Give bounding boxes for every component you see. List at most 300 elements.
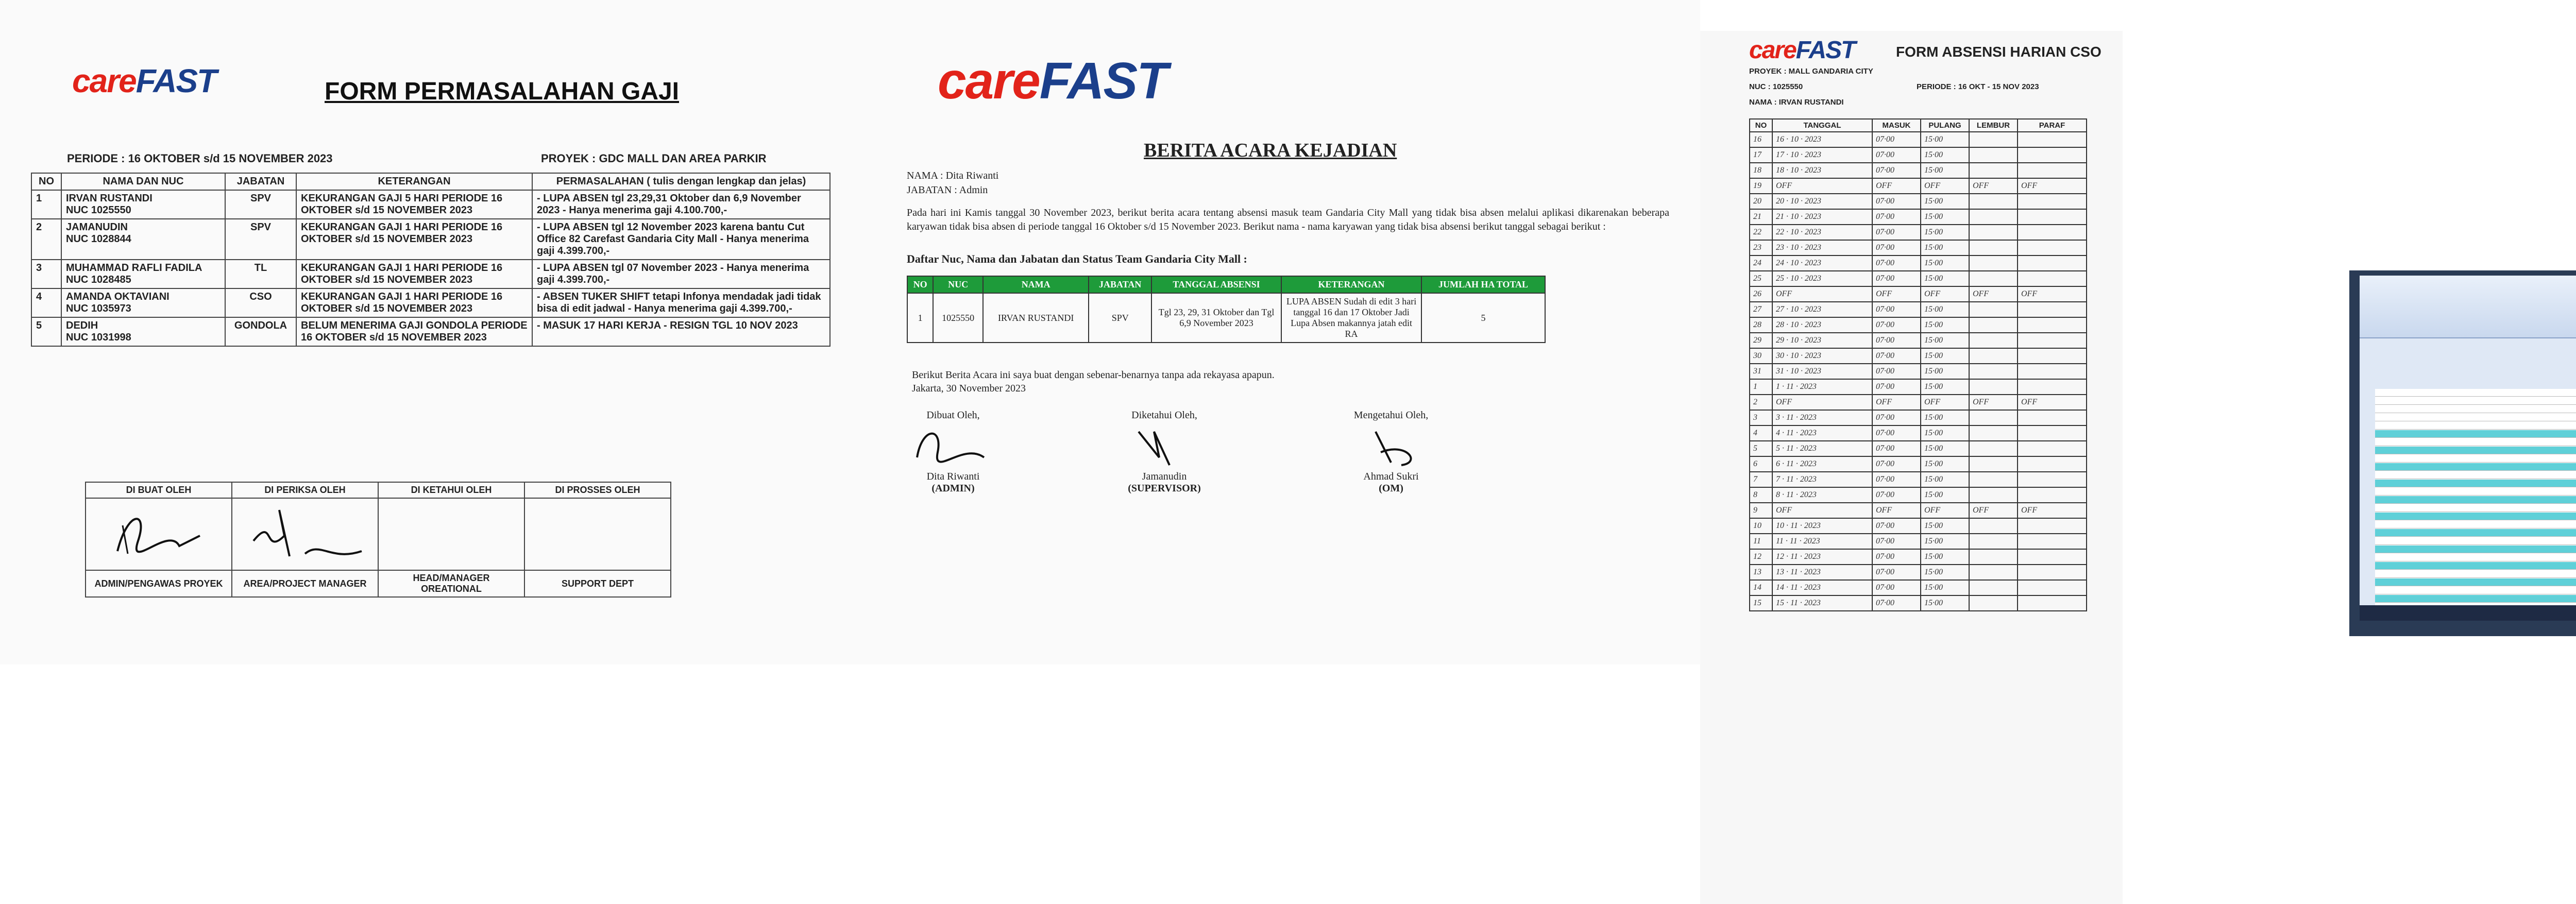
table-cell: 17 (1750, 147, 1772, 163)
cell-nama (61, 317, 225, 346)
table-header: JABATAN (1089, 276, 1151, 293)
table-cell: 07·00 (1872, 348, 1921, 364)
sheet-row (2375, 488, 2576, 496)
table-cell: 17 · 10 · 2023 (1772, 147, 1872, 163)
cell-jabatan: TL (225, 260, 296, 288)
table-cell: 4 (1750, 425, 1772, 441)
table-cell: 6 (1750, 456, 1772, 472)
table-row (1750, 333, 2087, 348)
attendance-table (1749, 118, 2087, 611)
table-cell: 27 (1750, 302, 1772, 317)
signature-cell (232, 498, 378, 570)
table-cell: 15·00 (1921, 225, 1969, 240)
doc2-paragraph: Pada hari ini Kamis tanggal 30 November 2023, berikut berita acara tentang absensi masuk team Gandaria City Mall yang tidak bisa absen melalui aplikasi dikarenakan beberapa karyawan tidak bisa absen di periode tanggal 16 Oktober s/d 15 November 2023. Berikut nama - nama karyawan yang tidak bisa absensi berikut tanggal sebagai berikut : (907, 207, 1669, 232)
cell-keterangan: KEKURANGAN GAJI 1 HARI PERIODE 16 OKTOBER s/d 15 NOVEMBER 2023 (296, 219, 532, 260)
table-row (1750, 472, 2087, 487)
handwritten-signature (243, 505, 367, 561)
table-cell: 07·00 (1872, 518, 1921, 534)
excel-sheet (2375, 389, 2576, 605)
table-row (1750, 178, 2087, 194)
table-cell: 07·00 (1872, 580, 1921, 595)
table-cell (1969, 225, 2018, 240)
table-row (1750, 595, 2087, 611)
table-cell (1969, 209, 2018, 225)
doc3-nuc: NUC : 1025550 (1749, 82, 1803, 91)
table-header: NO (907, 276, 933, 293)
table-cell: 7 (1750, 472, 1772, 487)
table-cell (2018, 472, 2087, 487)
table-header: JUMLAH HA TOTAL (1421, 276, 1545, 293)
cell-no: 5 (31, 317, 61, 346)
table-cell: OFF (1772, 395, 1872, 410)
table-cell: 15·00 (1921, 425, 1969, 441)
table-cell: 22 · 10 · 2023 (1772, 225, 1872, 240)
table-cell: 24 · 10 · 2023 (1772, 255, 1872, 271)
table-cell: 20 (1750, 194, 1772, 209)
table-cell: 15·00 (1921, 487, 1969, 503)
handwritten-signature (1118, 421, 1211, 468)
table-row (1750, 302, 2087, 317)
cell-jabatan: CSO (225, 288, 296, 317)
sign-role: SUPPORT DEPT (524, 570, 671, 597)
doc3-nama: NAMA : IRVAN RUSTANDI (1749, 98, 1844, 107)
table-header: PERMASALAHAN ( tulis dengan lengkap dan jelas) (532, 173, 830, 190)
incident-table (907, 276, 1546, 343)
table-cell (2018, 595, 2087, 611)
table-header: NUC (933, 276, 983, 293)
table-cell (1969, 147, 2018, 163)
sheet-row (2375, 463, 2576, 471)
employee-name: JAMANUDIN (66, 221, 128, 233)
table-cell: 15·00 (1921, 595, 1969, 611)
signer-om (1345, 410, 1437, 494)
table-row (1750, 565, 2087, 580)
table-row (1750, 456, 2087, 472)
table-cell: 13 · 11 · 2023 (1772, 565, 1872, 580)
table-cell (1969, 456, 2018, 472)
table-cell (2018, 240, 2087, 255)
table-row (1750, 348, 2087, 364)
table-cell: 22 (1750, 225, 1772, 240)
table-cell (2018, 425, 2087, 441)
table-row (31, 190, 830, 219)
table-row (1750, 317, 2087, 333)
table-cell: OFF (1921, 503, 1969, 518)
table-cell (2018, 194, 2087, 209)
table-cell: 10 · 11 · 2023 (1772, 518, 1872, 534)
table-cell: 15 (1750, 595, 1772, 611)
table-cell: 5 (1421, 293, 1545, 343)
sheet-row (2375, 529, 2576, 537)
employee-name: MUHAMMAD RAFLI FADILA (66, 262, 202, 274)
table-cell: 8 (1750, 487, 1772, 503)
table-cell (1969, 472, 2018, 487)
cell-no: 3 (31, 260, 61, 288)
table-cell (2018, 441, 2087, 456)
sheet-row (2375, 578, 2576, 586)
table-cell: OFF (2018, 503, 2087, 518)
table-cell: 15·00 (1921, 518, 1969, 534)
table-header: NAMA DAN NUC (61, 173, 225, 190)
table-row (1750, 255, 2087, 271)
sheet-row (2375, 422, 2576, 430)
table-cell: 12 (1750, 549, 1772, 565)
table-cell: 18 · 10 · 2023 (1772, 163, 1872, 178)
table-row (1750, 580, 2087, 595)
sign-role: AREA/PROJECT MANAGER (232, 570, 378, 597)
table-cell: 15·00 (1921, 194, 1969, 209)
table-cell (1969, 425, 2018, 441)
table-row (1750, 503, 2087, 518)
sign-header: DI BUAT OLEH (86, 482, 232, 498)
table-cell (2018, 518, 2087, 534)
cell-keterangan: KEKURANGAN GAJI 5 HARI PERIODE 16 OKTOBER s/d 15 NOVEMBER 2023 (296, 190, 532, 219)
sign-role: HEAD/MANAGER OREATIONAL (378, 570, 524, 597)
excel-window (2360, 276, 2576, 621)
table-cell: 15·00 (1921, 441, 1969, 456)
table-cell: 15·00 (1921, 147, 1969, 163)
table-cell: 28 · 10 · 2023 (1772, 317, 1872, 333)
table-row (1750, 132, 2087, 147)
employee-name: IRVAN RUSTANDI (66, 193, 152, 204)
table-cell: 07·00 (1872, 472, 1921, 487)
table-cell: 3 (1750, 410, 1772, 425)
signature-cell (86, 498, 232, 570)
table-cell: 30 · 10 · 2023 (1772, 348, 1872, 364)
sheet-row (2375, 397, 2576, 405)
table-cell: 3 · 11 · 2023 (1772, 410, 1872, 425)
carefast-logo: careFAST (72, 62, 216, 99)
sheet-row (2375, 471, 2576, 479)
table-cell: 15·00 (1921, 163, 1969, 178)
table-row (1750, 194, 2087, 209)
sheet-row (2375, 595, 2576, 603)
table-cell: 30 (1750, 348, 1772, 364)
table-cell: 07·00 (1872, 595, 1921, 611)
table-cell: 15·00 (1921, 348, 1969, 364)
sign-role: ADMIN/PENGAWAS PROYEK (86, 570, 232, 597)
table-row (1750, 395, 2087, 410)
employee-name: DEDIH (66, 320, 98, 331)
cell-permasalahan: - ABSEN TUKER SHIFT tetapi Infonya mendadak jadi tidak bisa di edit jadwal - Hanya menerima gaji 4.399.700,- (532, 288, 830, 317)
doc2-jabatan: JABATAN : Admin (907, 184, 988, 196)
table-row (1750, 209, 2087, 225)
table-cell: 07·00 (1872, 209, 1921, 225)
table-cell: 2 (1750, 395, 1772, 410)
signer-role: (ADMIN) (931, 483, 975, 494)
table-cell (1969, 580, 2018, 595)
employee-nuc: NUC 1025550 (66, 204, 131, 216)
table-row (1750, 534, 2087, 549)
sheet-row (2375, 521, 2576, 528)
closing-text: Berikut Berita Acara ini saya buat dengan sebenar-benarnya tanpa ada rekayasa apapun. (912, 369, 1275, 381)
table-row (1750, 271, 2087, 286)
table-cell: 07·00 (1872, 456, 1921, 472)
carefast-logo: careFAST (938, 52, 1167, 110)
doc3-periode: PERIODE : 16 OKT - 15 NOV 2023 (1917, 82, 2039, 91)
table-cell: 27 · 10 · 2023 (1772, 302, 1872, 317)
table-cell (1969, 333, 2018, 348)
table-row (1750, 286, 2087, 302)
table-cell: 18 (1750, 163, 1772, 178)
table-cell (1969, 132, 2018, 147)
table-cell: 07·00 (1872, 534, 1921, 549)
table-header: LEMBUR (1969, 119, 2018, 132)
sheet-row (2375, 405, 2576, 413)
table-cell (1969, 549, 2018, 565)
table-cell: 07·00 (1872, 271, 1921, 286)
table-cell: 15·00 (1921, 209, 1969, 225)
sheet-row (2375, 414, 2576, 421)
table-cell: 29 · 10 · 2023 (1772, 333, 1872, 348)
table-cell: 8 · 11 · 2023 (1772, 487, 1872, 503)
table-cell: 9 (1750, 503, 1772, 518)
table-cell: 07·00 (1872, 225, 1921, 240)
table-cell: OFF (1872, 178, 1921, 194)
cell-permasalahan: - LUPA ABSEN tgl 12 November 2023 karena bantu Cut Office 82 Carefast Gandaria City Mall - Hanya menerima gaji 4.399.700,- (532, 219, 830, 260)
doc1-title: FORM PERMASALAHAN GAJI (325, 78, 680, 105)
sheet-row (2375, 545, 2576, 553)
table-cell (2018, 333, 2087, 348)
table-cell: 4 · 11 · 2023 (1772, 425, 1872, 441)
signer-name: Ahmad Sukri (1363, 471, 1419, 482)
cell-no: 4 (31, 288, 61, 317)
table-cell: 15·00 (1921, 549, 1969, 565)
table-cell (1969, 534, 2018, 549)
sheet-row (2375, 496, 2576, 504)
sign-header: DI PROSSES OLEH (524, 482, 671, 498)
table-row (1750, 441, 2087, 456)
cell-jabatan: SPV (225, 219, 296, 260)
table-cell: 07·00 (1872, 487, 1921, 503)
doc2-nama: NAMA : Dita Riwanti (907, 170, 999, 181)
cell-keterangan: KEKURANGAN GAJI 1 HARI PERIODE 16 OKTOBER s/d 15 NOVEMBER 2023 (296, 260, 532, 288)
table-cell: 21 · 10 · 2023 (1772, 209, 1872, 225)
table-cell: 31 · 10 · 2023 (1772, 364, 1872, 379)
table-cell: 15 · 11 · 2023 (1772, 595, 1872, 611)
sheet-row (2375, 587, 2576, 594)
table-cell: 1 (907, 293, 933, 343)
table-cell: 15·00 (1921, 255, 1969, 271)
sheet-row (2375, 554, 2576, 561)
excel-screen-photo[interactable] (2349, 270, 2576, 636)
table-cell: 16 · 10 · 2023 (1772, 132, 1872, 147)
table-cell: OFF (2018, 286, 2087, 302)
table-row (31, 219, 830, 260)
table-cell (2018, 225, 2087, 240)
table-cell: 5 (1750, 441, 1772, 456)
excel-ribbon (2360, 276, 2576, 338)
signer-admin (907, 410, 999, 494)
table-cell (1969, 410, 2018, 425)
table-cell: 07·00 (1872, 364, 1921, 379)
table-header: PARAF (2018, 119, 2087, 132)
table-cell (1969, 518, 2018, 534)
signer-role: (SUPERVISOR) (1128, 483, 1201, 494)
table-header: TANGGAL ABSENSI (1151, 276, 1281, 293)
cell-nama (61, 260, 225, 288)
sheet-row (2375, 430, 2576, 438)
cell-permasalahan: - MASUK 17 HARI KERJA - RESIGN TGL 10 NOV 2023 (532, 317, 830, 346)
table-cell (2018, 580, 2087, 595)
table-cell (2018, 132, 2087, 147)
handwritten-signature (907, 421, 999, 468)
attendance-form-image[interactable] (1700, 31, 2123, 904)
cell-jabatan: GONDOLA (225, 317, 296, 346)
sheet-row (2375, 513, 2576, 520)
cell-nama (61, 219, 225, 260)
table-cell: OFF (2018, 178, 2087, 194)
signature-cell (524, 498, 671, 570)
table-cell: 15·00 (1921, 472, 1969, 487)
signer-name: Dita Riwanti (926, 471, 980, 482)
table-cell (1969, 441, 2018, 456)
table-cell: 07·00 (1872, 255, 1921, 271)
table-cell (1969, 271, 2018, 286)
table-cell: 13 (1750, 565, 1772, 580)
table-row (31, 288, 830, 317)
table-cell (2018, 317, 2087, 333)
table-cell (2018, 534, 2087, 549)
salary-issue-table (31, 173, 831, 347)
table-cell: 25 · 10 · 2023 (1772, 271, 1872, 286)
sheet-row (2375, 504, 2576, 512)
table-cell: 12 · 11 · 2023 (1772, 549, 1872, 565)
table-cell: 15·00 (1921, 240, 1969, 255)
signature-table (85, 482, 671, 598)
table-cell: IRVAN RUSTANDI (983, 293, 1089, 343)
table-cell: OFF (1921, 395, 1969, 410)
table-row (31, 260, 830, 288)
handwritten-signature (107, 505, 210, 561)
table-cell: 07·00 (1872, 410, 1921, 425)
table-cell (2018, 271, 2087, 286)
table-cell: 20 · 10 · 2023 (1772, 194, 1872, 209)
table-cell: 15·00 (1921, 271, 1969, 286)
table-cell (1969, 163, 2018, 178)
table-cell: OFF (2018, 395, 2087, 410)
table-cell: 1 (1750, 379, 1772, 395)
cell-jabatan: SPV (225, 190, 296, 219)
table-header: KETERANGAN (296, 173, 532, 190)
employee-name: AMANDA OKTAVIANI (66, 291, 170, 302)
sheet-row (2375, 447, 2576, 454)
table-header: NAMA (983, 276, 1089, 293)
table-cell: 25 (1750, 271, 1772, 286)
table-cell: 15·00 (1921, 364, 1969, 379)
cell-keterangan: KEKURANGAN GAJI 1 HARI PERIODE 16 OKTOBER s/d 15 NOVEMBER 2023 (296, 288, 532, 317)
table-cell: 19 (1750, 178, 1772, 194)
table-cell: 7 · 11 · 2023 (1772, 472, 1872, 487)
table-cell: 15·00 (1921, 302, 1969, 317)
doc2-title: BERITA ACARA KEJADIAN (1144, 140, 1397, 161)
table-row (31, 317, 830, 346)
table-cell: 07·00 (1872, 132, 1921, 147)
table-cell (1969, 487, 2018, 503)
table-row (1750, 549, 2087, 565)
table-cell: LUPA ABSEN Sudah di edit 3 hari tanggal 16 dan 17 Oktober Jadi Lupa Absen makannya jatah edit RA (1281, 293, 1421, 343)
table-cell (2018, 487, 2087, 503)
table-cell: 5 · 11 · 2023 (1772, 441, 1872, 456)
table-cell: 15·00 (1921, 379, 1969, 395)
table-header: MASUK (1872, 119, 1921, 132)
table-cell (1969, 595, 2018, 611)
doc2-closing (912, 368, 1275, 395)
sheet-row (2375, 389, 2576, 397)
table-cell: OFF (1969, 503, 2018, 518)
table-cell: 23 · 10 · 2023 (1772, 240, 1872, 255)
table-cell: SPV (1089, 293, 1151, 343)
sign-header: DI KETAHUI OLEH (378, 482, 524, 498)
table-cell: 07·00 (1872, 163, 1921, 178)
table-cell: OFF (1969, 178, 2018, 194)
table-cell: 07·00 (1872, 147, 1921, 163)
table-cell (2018, 302, 2087, 317)
carefast-logo: careFAST (1749, 37, 1855, 64)
attendance-rows (1750, 132, 2087, 611)
table-cell: 07·00 (1872, 441, 1921, 456)
employee-nuc: NUC 1028844 (66, 233, 131, 245)
sign-header: DI PERIKSA OLEH (232, 482, 378, 498)
cell-permasalahan: - LUPA ABSEN tgl 23,29,31 Oktober dan 6,9 November 2023 - Hanya menerima gaji 4.100.700,- (532, 190, 830, 219)
table-cell (2018, 456, 2087, 472)
table-header: PULANG (1921, 119, 1969, 132)
table-cell (1969, 302, 2018, 317)
sheet-row (2375, 537, 2576, 545)
table-row (1750, 163, 2087, 178)
table-cell (1969, 194, 2018, 209)
sheet-row (2375, 438, 2576, 446)
doc3-title: FORM ABSENSI HARIAN CSO (1896, 44, 2102, 60)
employee-nuc: NUC 1031998 (66, 332, 131, 343)
table-cell (1969, 255, 2018, 271)
table-cell: 31 (1750, 364, 1772, 379)
table-cell: 26 (1750, 286, 1772, 302)
cell-nama (61, 288, 225, 317)
incident-report-image[interactable] (850, 0, 1700, 664)
table-cell: 1025550 (933, 293, 983, 343)
table-cell: OFF (1921, 178, 1969, 194)
table-cell: OFF (1969, 286, 2018, 302)
signature-cell (378, 498, 524, 570)
cell-keterangan: BELUM MENERIMA GAJI GONDOLA PERIODE 16 OKTOBER s/d 15 NOVEMBER 2023 (296, 317, 532, 346)
table-row (1750, 225, 2087, 240)
doc2-subheading: Daftar Nuc, Nama dan Jabatan dan Status Team Gandaria City Mall : (907, 252, 1247, 265)
table-row (1750, 379, 2087, 395)
table-cell (2018, 364, 2087, 379)
signer-label: Dibuat Oleh, (926, 410, 980, 421)
signer-label: Diketahui Oleh, (1131, 410, 1197, 421)
signer-name: Jamanudin (1142, 471, 1187, 482)
salary-issue-form-image[interactable] (0, 0, 850, 664)
doc1-proyek: PROYEK : GDC MALL DAN AREA PARKIR (541, 152, 767, 165)
table-cell (2018, 348, 2087, 364)
cell-nama (61, 190, 225, 219)
table-cell: 07·00 (1872, 302, 1921, 317)
table-cell: OFF (1872, 503, 1921, 518)
table-cell: OFF (1969, 395, 2018, 410)
table-cell (2018, 147, 2087, 163)
signer-role: (OM) (1379, 483, 1403, 494)
handwritten-signature (1345, 421, 1437, 468)
table-cell (2018, 255, 2087, 271)
table-cell: 24 (1750, 255, 1772, 271)
table-cell (1969, 240, 2018, 255)
table-cell: 1 · 11 · 2023 (1772, 379, 1872, 395)
table-cell: 07·00 (1872, 194, 1921, 209)
table-cell: 6 · 11 · 2023 (1772, 456, 1872, 472)
table-cell (1969, 364, 2018, 379)
